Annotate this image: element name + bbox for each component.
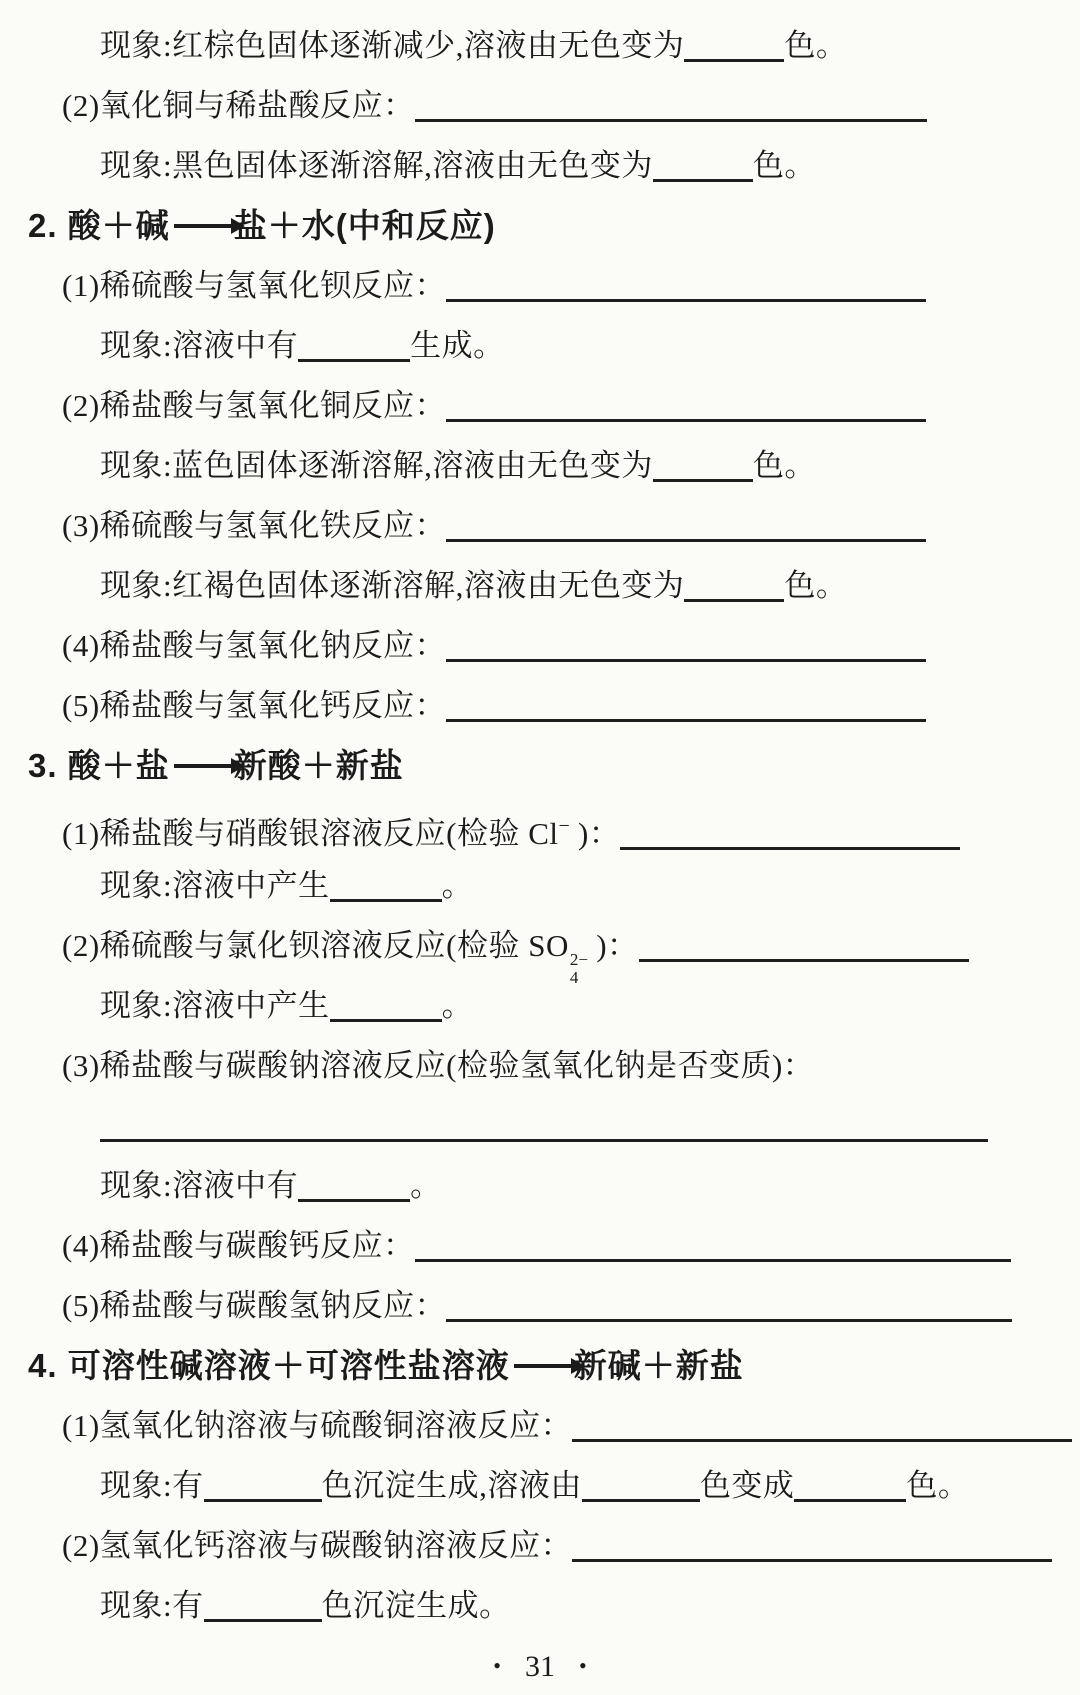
phenomenon-line <box>0 16 1080 76</box>
answer-blank <box>446 649 926 662</box>
phenomenon-line <box>0 1456 1080 1516</box>
text-segment: (1)稀硫酸与氢氧化钡反应： <box>62 268 447 303</box>
formula-subscript: 4 <box>569 967 579 987</box>
chemical-formula <box>528 796 570 864</box>
phenomenon-line <box>0 556 1080 616</box>
answer-blank <box>330 889 442 902</box>
answer-blank <box>572 1549 1052 1562</box>
text-segment: (1)稀盐酸与硝酸银溶液反应(检验 <box>62 816 529 851</box>
text-segment: (3)稀盐酸与碳酸钠溶液反应(检验氢氧化钠是否变质)： <box>62 1048 815 1083</box>
reaction-item-line <box>0 1396 1080 1456</box>
text-segment: 色沉淀生成,溶液由 <box>321 1468 582 1503</box>
answer-rule-line <box>0 1096 1080 1156</box>
reaction-item-line <box>0 796 1080 856</box>
page-number: 31 <box>525 1650 555 1683</box>
text-segment: (2)氢氧化钙溶液与碳酸钠溶液反应： <box>62 1528 573 1563</box>
text-segment: 现象:溶液中有 <box>100 328 299 363</box>
text-segment: )： <box>587 928 639 963</box>
answer-blank <box>415 1249 1011 1262</box>
formula-base: SO <box>528 928 569 963</box>
reaction-item-line <box>0 1036 1080 1096</box>
answer-blank <box>653 469 753 482</box>
phenomenon-line <box>0 316 1080 376</box>
formula-scripts <box>570 951 588 987</box>
reaction-item-line <box>0 616 1080 676</box>
text-segment: 色变成 <box>699 1468 795 1503</box>
answer-blank <box>582 1489 700 1502</box>
text-segment: 现象:有 <box>100 1588 204 1623</box>
text-segment: 现象:有 <box>100 1468 204 1503</box>
text-segment: (4)稀盐酸与碳酸钙反应： <box>62 1228 415 1263</box>
reaction-item-line <box>0 496 1080 556</box>
text-segment: 现象:红褐色固体逐渐溶解,溶液由无色变为 <box>100 568 685 603</box>
text-segment: 盐＋水(中和反应) <box>233 207 496 244</box>
text-segment: 色沉淀生成。 <box>321 1588 511 1623</box>
reaction-item-line <box>0 256 1080 316</box>
phenomenon-line <box>0 136 1080 196</box>
answer-blank <box>446 529 926 542</box>
reaction-item-line <box>0 676 1080 736</box>
text-segment: 色。 <box>752 148 816 183</box>
answer-blank <box>653 169 753 182</box>
section-heading <box>0 196 1080 256</box>
phenomenon-line <box>0 436 1080 496</box>
text-segment: 现象:溶液中产生 <box>100 868 330 903</box>
text-segment: (5)稀盐酸与氢氧化钙反应： <box>62 688 447 723</box>
yields-arrow-icon <box>514 1364 572 1368</box>
text-segment: 2. 酸＋碱 <box>28 207 170 244</box>
answer-blank <box>639 949 969 962</box>
worksheet-content <box>0 16 1080 1636</box>
text-segment: 现象:黑色固体逐渐溶解,溶液由无色变为 <box>100 148 653 183</box>
yields-arrow-icon <box>174 224 232 228</box>
footer-right-dot-icon: • <box>579 1653 587 1678</box>
formula-superscript: − <box>558 815 570 837</box>
reaction-item-line <box>0 1216 1080 1276</box>
text-segment: (2)稀硫酸与氯化钡溶液反应(检验 <box>62 928 529 963</box>
footer-left-dot-icon: • <box>493 1653 501 1678</box>
answer-blank <box>415 109 927 122</box>
text-segment: (1)氢氧化钠溶液与硫酸铜溶液反应： <box>62 1408 573 1443</box>
text-segment: 。 <box>410 1168 442 1203</box>
answer-blank <box>684 589 784 602</box>
text-segment: 现象:蓝色固体逐渐溶解,溶液由无色变为 <box>100 448 653 483</box>
reaction-item-line <box>0 1276 1080 1336</box>
answer-blank <box>572 1429 1072 1442</box>
answer-blank <box>620 837 960 850</box>
text-segment: 。 <box>441 988 474 1023</box>
text-segment: (3)稀硫酸与氢氧化铁反应： <box>62 508 447 543</box>
answer-blank <box>298 349 410 362</box>
answer-blank <box>794 1489 906 1502</box>
answer-blank <box>446 1309 1012 1322</box>
answer-blank <box>446 409 926 422</box>
answer-blank <box>298 1189 410 1202</box>
text-segment: 生成。 <box>410 328 505 363</box>
text-segment: 色。 <box>906 1468 970 1503</box>
answer-blank <box>446 709 926 722</box>
text-segment: (4)稀盐酸与氢氧化钠反应： <box>62 628 447 663</box>
phenomenon-line <box>0 856 1080 916</box>
formula-superscript: 2− <box>569 950 588 969</box>
text-segment: 现象:溶液中有 <box>100 1168 299 1203</box>
answer-blank <box>100 1129 988 1142</box>
section-heading <box>0 736 1080 796</box>
reaction-item-line <box>0 916 1080 987</box>
text-segment: 4. 可溶性碱溶液＋可溶性盐溶液 <box>28 1347 510 1384</box>
text-segment: (5)稀盐酸与碳酸氢钠反应： <box>62 1288 447 1323</box>
phenomenon-line <box>0 1576 1080 1636</box>
answer-blank <box>684 49 784 62</box>
text-segment: 现象:红棕色固体逐渐减少,溶液由无色变为 <box>100 28 685 63</box>
answer-blank <box>204 1609 322 1622</box>
text-segment: 色。 <box>784 28 848 63</box>
text-segment: 新酸＋新盐 <box>233 747 404 784</box>
answer-blank <box>330 1009 442 1022</box>
text-segment: 现象:溶液中产生 <box>100 988 330 1023</box>
reaction-item-line <box>0 376 1080 436</box>
reaction-item-line <box>0 1516 1080 1576</box>
section-heading <box>0 1336 1080 1396</box>
text-segment: (2)氧化铜与稀盐酸反应： <box>62 88 415 123</box>
text-segment: 色。 <box>752 448 816 483</box>
answer-blank <box>204 1489 322 1502</box>
chemical-formula <box>528 916 588 987</box>
text-segment: 色。 <box>784 568 848 603</box>
formula-base: Cl <box>528 816 559 851</box>
text-segment: (2)稀盐酸与氢氧化铜反应： <box>62 388 447 423</box>
phenomenon-line <box>0 1156 1080 1216</box>
page-footer <box>0 1636 1080 1695</box>
text-segment: )： <box>569 816 621 851</box>
text-segment: 。 <box>441 868 474 903</box>
text-segment: 3. 酸＋盐 <box>28 747 170 784</box>
reaction-item-line <box>0 76 1080 136</box>
answer-blank <box>446 289 926 302</box>
yields-arrow-icon <box>174 764 232 768</box>
text-segment: 新碱＋新盐 <box>573 1347 744 1384</box>
